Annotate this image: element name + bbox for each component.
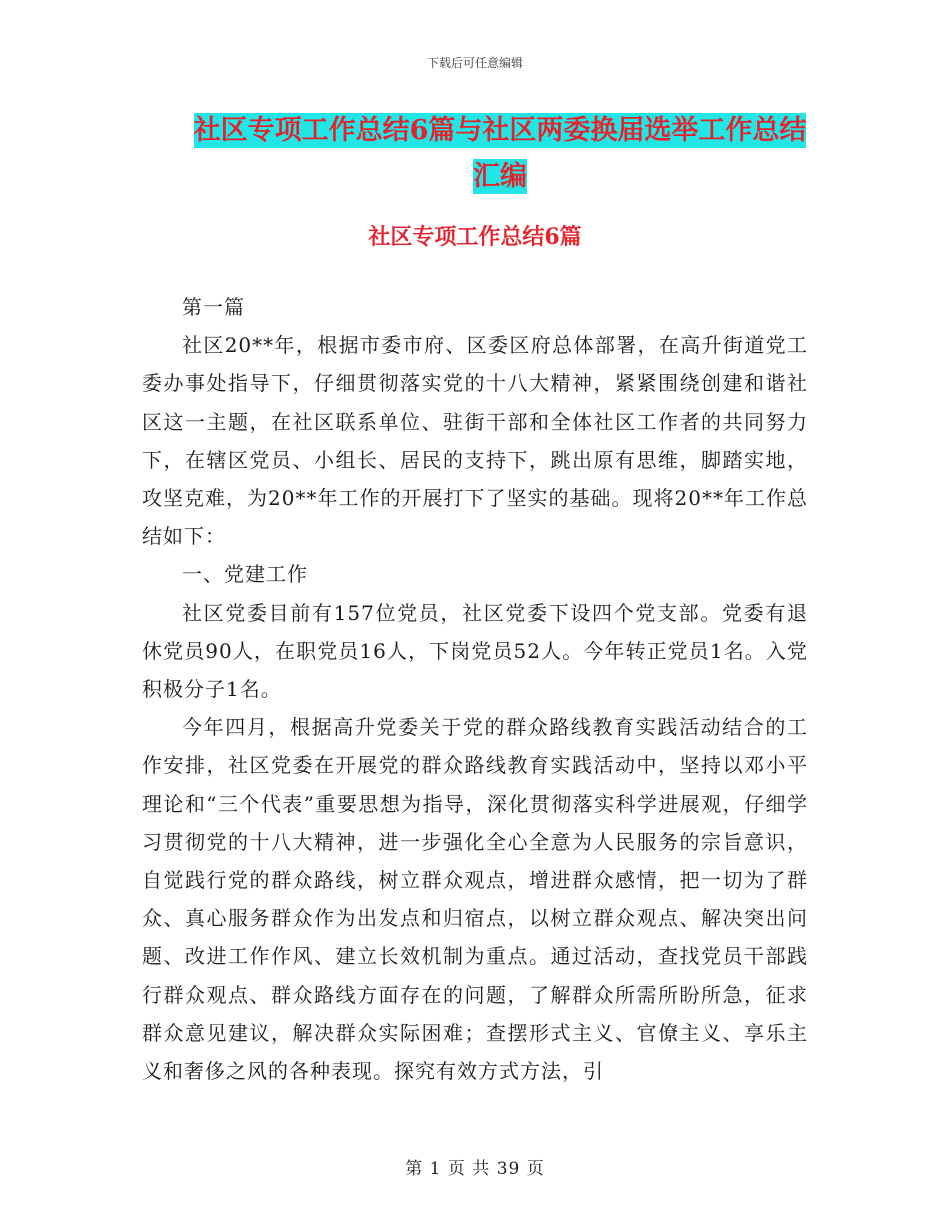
header-note: 下载后可任意编辑 [426, 56, 523, 70]
document-title-line-1: 社区专项工作总结6篇与社区两委换届选举工作总结 [193, 115, 807, 146]
section-title: 社区专项工作总结6篇 [368, 224, 582, 250]
paragraph-part-heading: 第一篇 [182, 295, 245, 319]
paragraph-intro: 社区20**年，根据市委市府、区委区府总体部署，在高升街道党工委办事处指导下，仔细贯彻落实党的十八大精神，紧紧围绕创建和谐社区这一主题，在社区联系单位、驻街干部和全体社区工作者的共同努力下，在辖区党员、小组长、居民的支持下，跳出原有思维，脚踏实地，攻坚克难，为20**年工作的开展打下了坚实的基础。现将20**年工作总结如下： [142, 333, 808, 549]
document-title-line-2: 汇编 [473, 161, 527, 192]
paragraph-education-campaign: 今年四月，根据高升党委关于党的群众路线教育实践活动结合的工作安排，社区党委在开展党的群众路线教育实践活动中，坚持以邓小平理论和“三个代表”重要思想为指导，深化贯彻落实科学进展观，仔细学习贯彻党的十八大精神，进一步强化全心全意为人民服务的宗旨意识，自觉践行党的群众路线，树立群众观点，增进群众感情，把一切为了群众、真心服务群众作为出发点和归宿点，以树立群众观点、解决突出问题、改进工作作风、建立长效机制为重点。通过活动，查找党员干部践行群众观点、群众路线方面存在的问题，了解群众所需所盼所急，征求群众意见建议，解决群众实际困难；查摆形式主义、官僚主义、享乐主义和奢侈之风的各种表现。探究有效方式方法，引 [142, 715, 808, 1084]
body-text [142, 288, 808, 1090]
paragraph-subheading: 一、党建工作 [182, 562, 308, 587]
document-title [140, 108, 860, 200]
page-number-footer: 第 1 页 共 39 页 [405, 1159, 545, 1179]
paragraph-party-members: 社区党委目前有157位党员，社区党委下设四个党支部。党委有退休党员90人，在职党员16人，下岗党员52人。今年转正党员1名。入党积极分子1名。 [142, 600, 808, 702]
